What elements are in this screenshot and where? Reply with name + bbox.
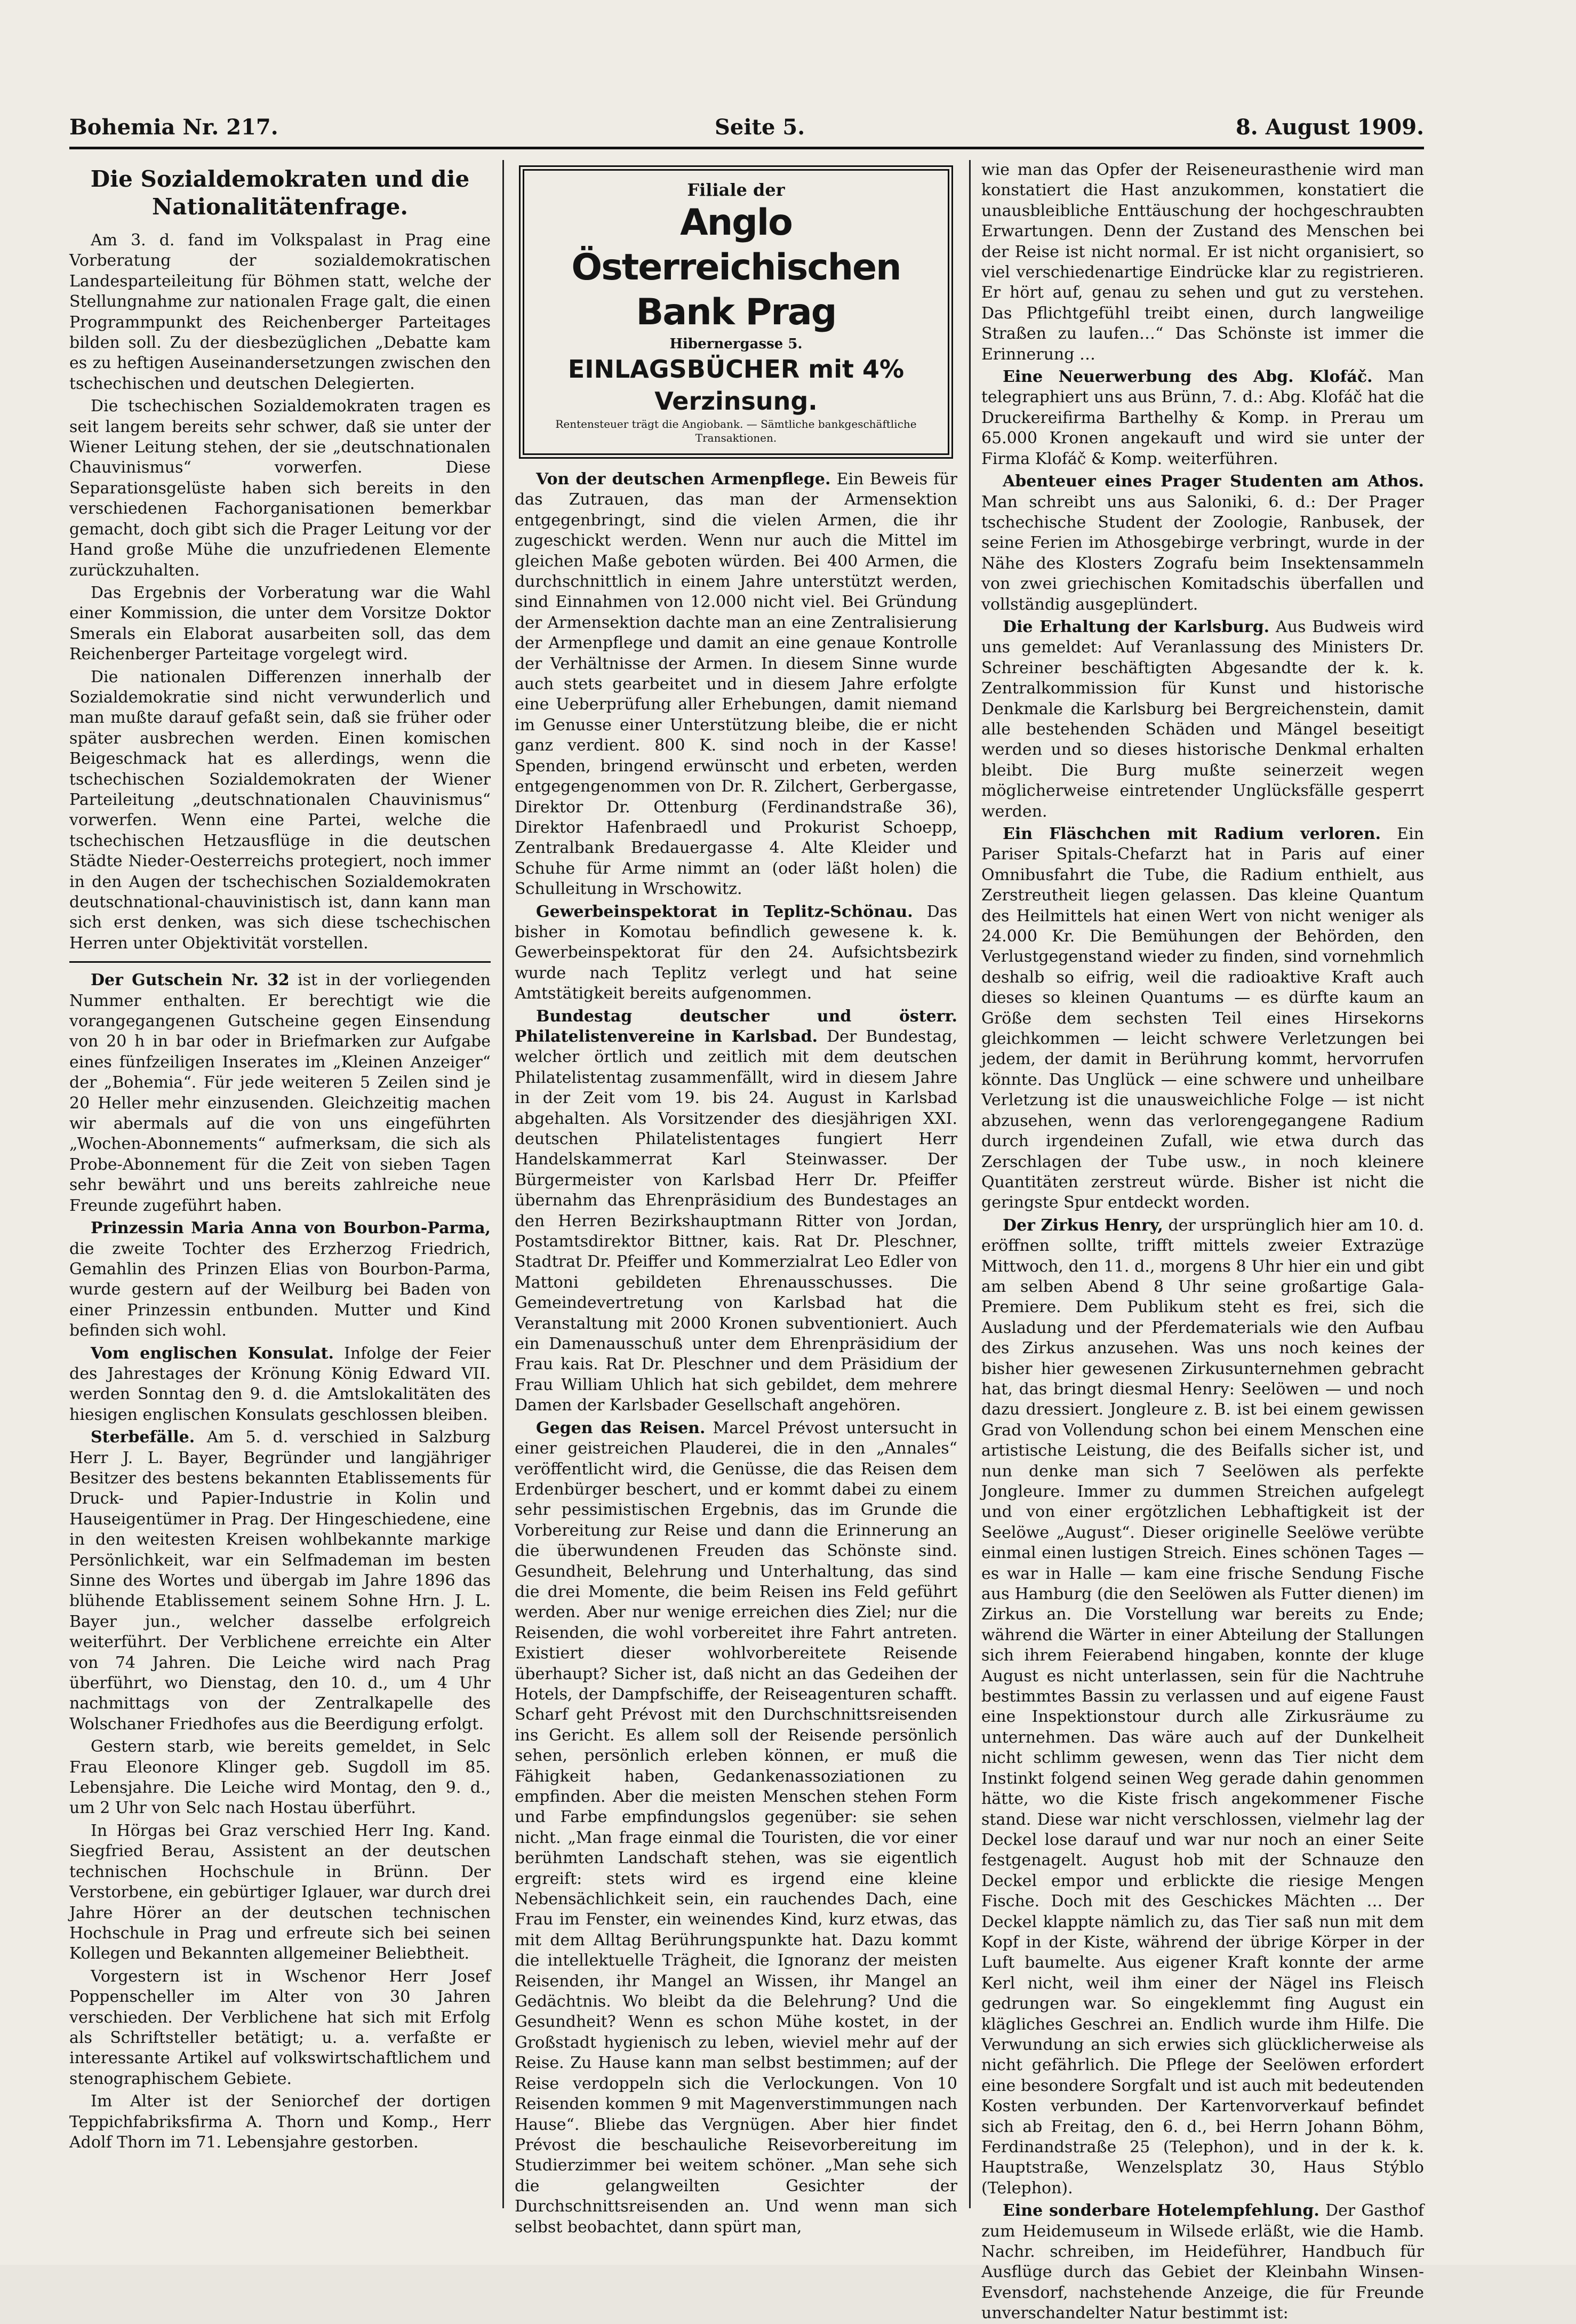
news-item-heading: Eine Neuerwerbung des Abg. Klofáč.: [1003, 368, 1373, 387]
news-item: [69, 1344, 491, 1426]
news-item: [69, 1218, 491, 1341]
ad-footnote: Rentensteuer trägt die Angiobank. — Sämtliche bankgeschäftliche Transaktionen.: [555, 418, 917, 444]
news-item-heading: Die Erhaltung der Karlsburg.: [1003, 617, 1270, 636]
news-item-heading: Gewerbeinspektorat in Teplitz-Schönau.: [536, 902, 913, 921]
news-item-heading: Gegen das Reisen.: [536, 1418, 706, 1437]
column-rule: [502, 160, 504, 2208]
column-1: [69, 160, 491, 2211]
news-item: [69, 1427, 491, 1735]
news-item-text: Man telegraphiert uns aus Brünn, 7. d.: Abg. Klofáč hat die Druckereifirma Barthelhy & Komp. in Prerau um 65.000 Kronen angekauft und wird sie unter der Firma Klofáč & Komp. weiterführen.: [981, 368, 1425, 468]
news-item-heading: Vom englischen Konsulat.: [91, 1344, 334, 1363]
article-paragraph: Im Alter ist der Seniorchef der dortigen Teppichfabriksfirma A. Thorn und Komp., Herr Adolf Thorn im 71. Lebensjahre gestorben.: [69, 2092, 491, 2152]
news-item: [69, 970, 491, 1216]
column-3: [981, 160, 1425, 2323]
article-paragraph: Vorgestern ist in Wschenor Herr Josef Poppenscheller im Alter von 30 Jahren verschieden. Der Verblichene hat sich mit Erfolg als Schriftsteller betätigt; u. a. verfaßte er interessante Artikel auf volkswirtschaftlichem und stenographischem Gebiete.: [69, 1967, 491, 2088]
news-item-text: Ein Pariser Spitals-Chefarzt hat in Paris auf einer Omnibusfahrt die Tube, die Radium enthielt, aus Zerstreutheit liegen gelassen. Das kleine Quantum des Heilmittels hat einen Wert von nicht weniger als 24.000 Kr. Die Bemühungen der Behörden, den Verlustgegenstand wieder zu finden, sind vornehmlich deshalb so eifrig, weil die radioaktive Kraft auch dieses so kleinen Quantums — es dürfte kaum an Größe dem sechsten Teil eines Hirsekorns gleichkommen — leicht schwere Verletzungen bei jedem, der damit in Berührung kommt, hervorrufen könnte. Das Unglück — eine schwere und unheilbare Verletzung ist die unausweichliche Folge — ist nicht abzusehen, wenn das verlorengegangene Radium durch irgendeinen Zufall, wie etwa durch das Zerschlagen der Tube usw., in noch kleinere Quantitäten zerstreut würde. Bisher ist nicht die geringste Spur entdeckt worden.: [981, 825, 1424, 1212]
section-divider: [69, 961, 491, 963]
news-item-text: Aus Budweis wird uns gemeldet: Auf Veranlassung des Ministers Dr. Schreiner beschäftigten Abgesandte der k. k. Zentralkommission für Kunst und historische Denkmale die Karlsburg bei Bergreichenstein, damit alle bestehenden Schäden und Mängel beseitigt werden und so dieses historische Denkmal erhalten bleibt. Die Burg mußte seinerzeit wegen möglicherweise eintretender Unglücksfälle gesperrt werden.: [981, 617, 1424, 821]
news-item: [515, 1418, 957, 2238]
news-item: [981, 472, 1424, 615]
column-2: [515, 160, 957, 2237]
news-item: [981, 617, 1424, 822]
news-item: [981, 367, 1424, 469]
news-item: [515, 469, 957, 900]
bank-advertisement: [519, 165, 953, 459]
news-item-text: Ein Beweis für das Zutrauen, das man der Armensektion entgegenbringt, sind die vielen Armen, die ihr zugeschickt werden. Wenn nur auch die Mittel im gleichen Maße geboten würden. Bei 400 Armen, die durchschnittlich in einem Jahre unterstützt werden, sind Einnahmen von 12.000 nicht viel. Bei Gründung der Armensektion dachte man an eine Zentralisierung der Armenpflege und damit an eine genaue Kontrolle der Verhältnisse der Armen. In diesem Sinne wurde auch stets gearbeitet und in diesem Jahre erfolgte eine Ueberprüfung aller Erhebungen, damit niemand im Genusse einer Unterstützung bleibe, die er nicht ganz verdient. 800 K. sind noch in der Kasse! Spenden, bringend erwünscht und erbeten, werden entgegengenommen von Dr. R. Zilchert, Gerbergasse, Direktor Dr. Ottenburg (Ferdinandstraße 36), Direktor Hafenbraedl und Prokurist Schoepp, Zentralbank Bredauergasse 4. Alte Kleider und Schuhe für Arme nimmt an (oder läßt holen) die Schulleitung in Wrschowitz.: [515, 470, 957, 899]
news-item-heading: Ein Fläschchen mit Radium verloren.: [1003, 825, 1381, 843]
news-item: [515, 1007, 957, 1416]
news-item-text: die zweite Tochter des Erzherzog Friedrich, Gemahlin des Prinzen Elias von Bourbon-Parma, wurde gestern auf der Weilburg bei Baden von einer Prinzessin entbunden. Mutter und Kind befinden sich wohl.: [69, 1239, 491, 1340]
article-paragraph: Gestern starb, wie bereits gemeldet, in Selc Frau Eleonore Klinger geb. Sugdoll im 85. Lebensjahre. Die Leiche wird Montag, den 9. d., um 2 Uhr von Selc nach Hostau überführt.: [69, 1737, 491, 1818]
news-item-heading: Sterbefälle.: [91, 1428, 195, 1447]
ad-address: Hibernergasse 5.: [669, 336, 803, 352]
news-item-heading: Der Zirkus Henry,: [1003, 1216, 1163, 1235]
news-item-heading: Bundestag deutscher und österr. Philatelistenvereine in Karlsbad.: [515, 1007, 957, 1046]
article-paragraph: Die nationalen Differenzen innerhalb der Sozialdemokratie sind nicht verwunderlich und man mußte darauf gefaßt sein, daß sie früher oder später ausbrechen werden. Einen komischen Beigeschmack hat es allerdings, wenn die tschechischen Sozialdemokraten der Wiener Parteileitung „deutschnationalen Chauvinismus“ vorwerfen. Wenn eine Partei, welche die tschechischen Hetzausflüge in die deutschen Städte Nieder-Oesterreichs protegiert, noch immer in den Augen der tschechischen Sozialdemokraten deutschnational-chauvinistisch ist, dann kann man sich erst denken, was sich diese tschechischen Herren unter Objektivität vorstellen.: [69, 667, 491, 953]
article-paragraph: Am 3. d. fand im Volkspalast in Prag eine Vorberatung der sozialdemokratischen Landesparteileitung für Böhmen statt, welche der Stellungnahme zur nationalen Frage galt, die einen Programmpunkt des Reichenberger Parteitages bilden soll. Zu der diesbezüglichen „Debatte kam es zu heftigen Auseinandersetzungen zwischen den tschechischen und deutschen Delegierten.: [69, 231, 491, 393]
article-paragraph: Das Ergebnis der Vorberatung war die Wahl einer Kommission, die unter dem Vorsitze Doktor Smerals ein Elaborat ausarbeiten soll, das dem Reichenberger Parteitage vorgelegt wird.: [69, 583, 491, 664]
news-item: [981, 2201, 1424, 2323]
news-item-text: Infolge der Feier des Jahrestages der Krönung König Edward VII. werden Sonntag den 9. d. die Amtslokalitäten des hiesigen englischen Konsulats geschlossen bleiben.: [69, 1344, 491, 1424]
ad-bank-name: Anglo Österreichischen Bank Prag: [571, 202, 901, 333]
article-paragraph: Die tschechischen Sozialdemokraten tragen es seit langem bereits sehr schwer, daß sie unter der Wiener Leitung stehen, der sie „deutschnationalen Chauvinismus“ vorwerfen. Diese Separationsgelüste haben sich bereits in den verschiedenen Fachorganisationen bemerkbar gemacht, doch gibt sich die Prager Leitung vor der Hand große Mühe die unzufriedenen Elemente zurückzuhalten.: [69, 397, 491, 580]
article-headline: Die Sozialdemokraten und die Nationalitätenfrage.: [90, 166, 470, 220]
news-item-heading: Prinzessin Maria Anna von Bourbon-Parma,: [91, 1219, 491, 1238]
news-item: [981, 824, 1424, 1213]
masthead-page-number: Seite 5.: [715, 115, 805, 140]
news-item-text: Das bisher in Komotau befindlich gewesene k. k. Gewerbeinspektorat für den 24. Aufsichtsbezirk wurde nach Teplitz verlegt und hat seine Amtstätigkeit bereits aufgenommen.: [515, 902, 957, 1003]
ad-line: Filiale der: [687, 180, 785, 200]
news-item-heading: Abenteuer eines Prager Studenten am Athos.: [1003, 472, 1424, 491]
news-item-heading: Von der deutschen Armenpflege.: [536, 470, 831, 489]
column-rule: [969, 160, 971, 2208]
news-item-text: ist in der vorliegenden Nummer enthalten. Er berechtigt wie die vorangegangenen Gutscheine gegen Einsendung von 20 h in bar oder in Briefmarken zur Aufgabe eines fünfzeiligen Inserates im „Kleinen Anzeiger“ der „Bohemia“. Für jede weiteren 5 Zeilen sind je 20 Heller mehr einzusenden. Gleichzeitig machen wir abermals auf die von uns eingeführten „Wochen-Abonnements“ aufmerksam, die sich als Probe-Abonnement für die Zeit von sieben Tagen sehr bewährt und uns bereits zahlreiche neue Freunde zugeführt haben.: [69, 971, 491, 1215]
news-item-heading: Der Gutschein Nr. 32: [91, 971, 290, 990]
news-item-text: Marcel Prévost untersucht in einer geistreichen Plauderei, die in den „Annales“ veröffentlicht wird, die Genüsse, die das Reisen dem Erdenbürger beschert, und er kommt dabei zu einem sehr pessimistischen Ergebnis, das im Grunde die Vorbereitung zur Reise und dann die Erinnerung an die überwundenen Freuden das Schönste sind. Gesundheit, Belehrung und Unterhaltung, das sind die drei Momente, die beim Reisen ins Feld geführt werden. Aber nur wenige erreichen dies Ziel; nur die Reisenden, die wohl vorbereitet ihre Fahrt antreten. Existiert dieser wohlvorbereitete Reisende überhaupt? Sicher ist, daß nicht an das Gedeihen der Hotels, der Dampfschiffe, der Reiseagenturen schafft. Scharf geht Prévost mit den Durchschnittsreisenden ins Gericht. Es allem soll der Reisende persönlich sehen, persönlich erleben können, er muß die Fähigkeit haben, Gedankenassoziationen zu empfinden. Aber die meisten Menschen stehen Form und Farbe empfindungslos gegenüber: sie sehen nicht. „Man frage einmal die Touristen, die vor einer berühmten Landschaft stehen, was sie eigentlich ergreift: stets wird es irgend eine kleine Nebensächlichkeit sein, ein rauchendes Dach, eine Frau im Fenster, ein weinendes Kind, kurz etwas, das mit dem Alltag Berührungspunkte hat. Dazu kommt die intellektuelle Trägheit, die Ignoranz der meisten Reisenden, ihr Mangel an Wissen, ihr Mangel an Gedächtnis. Wo bleibt da die Belehrung? Und die Gesundheit? Wenn es schon Mühe kostet, in der Großstadt hygienisch zu leben, wieviel mehr auf der Reise. Zu Hause kann man selbst bestimmen; auf der Reise verdoppeln sich die Verlockungen. Von 10 Reisenden kommen 9 mit Magenverstimmungen nach Hause“. Bliebe das Vergnügen. Aber hier findet Prévost die beschauliche Reisevorbereitung im Studierzimmer bei weitem schöner. „Man sehe sich die gelangweilten Gesichter der Durchschnittsreisenden an. Und wenn man sich selbst beobachtet, dann spürt man,: [515, 1418, 957, 2237]
news-item-text: Der Gasthof zum Heidemuseum in Wilsede erläßt, wie die Hamb. Nachr. schreiben, im Heideführer, Handbuch für Ausflüge durch das Gebiet der Kleinbahn Winsen-Evensdorf, nachstehende Anzeige, die für Freunde unverschandelter Natur bestimmt ist:: [981, 2201, 1424, 2323]
masthead-publication: Bohemia Nr. 217.: [69, 115, 278, 140]
masthead: [69, 115, 1424, 149]
news-item: [515, 902, 957, 1004]
news-item-text: Am 5. d. verschied in Salzburg Herr J. L. Bayer, Begründer und langjähriger Besitzer des bestens bekannten Etablissements für Druck- und Papier-Industrie in Kolin und Hauseigentümer in Prag. Der Hingeschiedene, eine in den weitesten Kreisen wohlbekannte markige Persönlichkeit, war ein Selfmademan im besten Sinne des Wortes und übergab im Jahre 1896 das blühende Etablissement seinem Sohne Hrn. J. L. Bayer jun., welcher dasselbe erfolgreich weiterführt. Der Verblichene erreichte ein Alter von 74 Jahren. Die Leiche wird nach Prag überführt, wo Dienstag, den 10. d., um 4 Uhr nachmittags von der Zentralkapelle des Wolschaner Friedhofes aus die Beerdigung erfolgt.: [69, 1428, 491, 1734]
news-item: [981, 1216, 1424, 2199]
news-item-heading: Eine sonderbare Hotelempfehlung.: [1003, 2201, 1319, 2221]
news-item-text: der ursprünglich hier am 10. d. eröffnen sollte, trifft mittels zweier Extrazüge Mittwoch, den 11. d., morgens 8 Uhr hier ein und gibt am selben Abend 8 Uhr seine großartige Gala-Premiere. Dem Publikum steht es frei, sich die Ausladung und der Pferdematerials wie den Aufbau des Zirkus anzusehen. Was uns noch keines der bisher hier gewesenen Zirkusunternehmen gebracht hat, das bringt diesmal Henry: Seelöwen — und noch dazu dressiert. Jongleure z. B. ist bei einem gewissen Grad von Vollendung schon bei einem Menschen eine artistische Leistung, die des Beifalls sicher ist, und nun denke man sich 7 Seelöwen als perfekte Jongleure. Immer zu dummen Streichen aufgelegt und von einer ergötzlichen Lebhaftigkeit ist der Seelöwe „August“. Dieser originelle Seelöwe verübte einmal einen lustigen Streich. Eines schönen Tages — es war in Halle — kam eine frische Sendung Fische aus Hamburg (die den Seelöwen als Futter dienen) im Zirkus an. Die Vorstellung war bereits zu Ende; während die Wärter in einer Abteilung der Stallungen sich ihrem Feierabend hingaben, konnte der kluge August es nicht unterlassen, sein für die Nachtruhe bestimmtes Bassin zu verlassen und auf eigene Faust eine Inspektionstour durch alle Zirkusräume zu unternehmen. Das wäre auch auf der Dunkelheit nicht schlimm gewesen, wenn das Tier nicht dem Instinkt folgend seinen Weg gerade dahin genommen hätte, wo die Kiste frisch angekommener Fische stand. Diese war nicht verschlossen, vielmehr lag der Deckel lose darauf und war nur noch an einer Seite festgenagelt. August hob mit der Schnauze den Deckel empor und erblickte die riesige Mengen Fische. Doch mit des Geschickes Mächten … Der Deckel klappte nämlich zu, das Tier saß nun mit dem Kopf in der Kiste, während der übrige Körper in der Luft baumelte. Aus eigener Kraft konnte der arme Kerl nicht, weil ihm einer der Nägel ins Fleisch gedrungen war. So eingeklemmt fing August ein klägliches Geschrei an. Endlich wurde ihm Hilfe. Die Verwundung an sich erwies sich glücklicherweise als nicht gefährlich. Die Pflege der Seelöwen erfordert eine besondere Sorgfalt und ist auch mit bedeutenden Kosten verbunden. Der Kartenvorverkauf befindet sich ab Freitag, den 6. d., bei Herrn Johann Böhm, Ferdinandstraße 25 (Telephon), und in der k. k. Hauptstraße, Wenzelsplatz 30, Haus Stýblo (Telephon).: [981, 1216, 1424, 2198]
ad-offer: EINLAGSBÜCHER mit 4% Verzinsung.: [567, 355, 905, 416]
masthead-date: 8. August 1909.: [1235, 115, 1424, 140]
news-item-text: Der Bundestag, welcher örtlich und zeitlich mit dem deutschen Philatelistentag zusammenfällt, wird in diesem Jahre in der Zeit vom 19. bis 24. August in Karlsbad abgehalten. Als Vorsitzender des diesjährigen XXI. deutschen Philatelistentages fungiert Herr Handelskammerrat Karl Steinwasser. Der Bürgermeister von Karlsbad Herr Dr. Pfeiffer übernahm das Ehrenpräsidium des Bundestages an den Herren Bezirkshauptmann Ritter von Jordan, Postamtsdirektor Bittner, kais. Rat Dr. Pleschner, Stadtrat Dr. Pfeiffer und Kommerzialrat Leo Edler von Mattoni gebildeten Ehrenausschusses. Die Gemeindevertretung von Karlsbad hat die Veranstaltung mit 2000 Kronen subventioniert. Auch ein Damenausschuß unter dem Ehrenpräsidium der Frau kais. Rat Dr. Pleschner und dem Präsidium der Frau William Uhlich hat sich gebildet, dem mehrere Damen der Karlsbader Gesellschaft angehören.: [515, 1027, 957, 1415]
article-continuation: wie man das Opfer der Reiseneurasthenie wird man konstatiert die Hast anzukommen, konstatiert die unausbleibliche Enttäuschung der hochgeschraubten Erwartungen. Denn der Zustand des Menschen bei der Reise ist nicht normal. Er ist nicht organisiert, so viel verschiedenartige Eindrücke klar zu registrieren. Er hört auf, genau zu sehen und gut zu verstehen. Das Pflichtgefühl treibt einen, durch langweilige Straßen zu laufen…“ Das Schönste ist immer die Erinnerung …: [981, 161, 1424, 364]
article-paragraph: In Hörgas bei Graz verschied Herr Ing. Kand. Siegfried Berau, Assistent an der deutschen technischen Hochschule in Brünn. Der Verstorbene, ein gebürtiger Iglauer, war durch drei Jahre Hörer an der deutschen technischen Hochschule in Prag und erfreute sich bei seinen Kollegen und Bekannten allgemeiner Beliebtheit.: [69, 1821, 491, 1963]
news-item-text: Man schreibt uns aus Saloniki, 6. d.: Der Prager tschechische Student der Zoologie, Ranbusek, der seine Ferien im Athosgebirge verbringt, wurde in der Nähe des Klosters Zografu beim Insektensammeln von zwei griechischen Komitadschis überfallen und vollständig ausgeplündert.: [981, 492, 1424, 614]
